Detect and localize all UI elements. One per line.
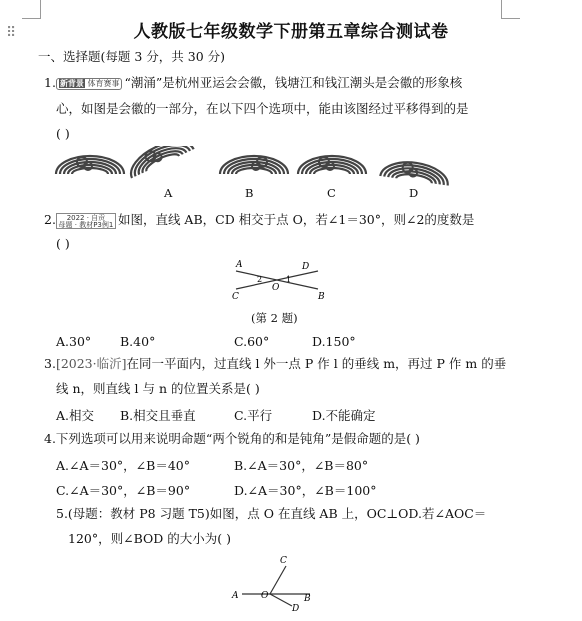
question-5-line-2: 120°，则∠BOD 的大小为( ) — [68, 531, 231, 546]
question-1-line-2: 心，如图是会徽的一部分，在以下四个选项中，能由该图经过平移得到的是 — [56, 101, 469, 116]
point-c-label: C — [280, 556, 287, 566]
ray-oc — [270, 566, 286, 594]
point-c-label: C — [232, 292, 239, 302]
q2-option-b: B.40° — [120, 334, 156, 349]
figure-option-a — [124, 146, 193, 178]
q4-option-c: C.∠A＝30°，∠B＝90° — [56, 483, 191, 498]
original-figure — [56, 156, 124, 174]
question-2-figure — [228, 256, 338, 306]
figure-option-d — [380, 158, 450, 185]
point-b-label: B — [318, 292, 325, 302]
q4-option-a: A.∠A＝30°，∠B＝40° — [56, 458, 190, 473]
question-2-line-1: 2. 2022 · 自贡 母题 · 教材P3例1 如图，直线 AB，CD 相交于点 O，若∠1＝30°，则∠2的度数是 — [44, 212, 475, 229]
ray-od — [270, 594, 292, 606]
source-label: [2023·临沂] — [55, 356, 127, 371]
q2-option-c: C.60° — [234, 334, 270, 349]
q2-option-d: D.150° — [312, 334, 356, 349]
drag-handle-icon[interactable]: ⠿ — [6, 25, 17, 41]
angle-2-label: 2 — [257, 275, 263, 284]
q3-option-d: D.不能确定 — [312, 408, 376, 423]
option-label-b: B — [245, 186, 254, 200]
question-3-line-1: 3.[2023·临沂]在同一平面内，过直线 l 外一点 P 作 l 的垂线 m，再过 P 作 m 的垂 — [44, 356, 507, 371]
q4-option-b: B.∠A＝30°，∠B＝80° — [234, 458, 369, 473]
question-3-line-2: 线 n，则直线 l 与 n 的位置关系是( ) — [56, 381, 260, 396]
point-d-label: D — [292, 604, 300, 614]
q3-option-c: C.平行 — [234, 408, 273, 423]
question-1-figures — [0, 146, 582, 196]
source-tag: 2022 · 自贡 母题 · 教材P3例1 — [56, 213, 116, 229]
question-1-line-1: 1. 新背景 体育赛事 “潮涌”是杭州亚运会会徽，钱塘江和钱江潮头是会徽的形象核 — [44, 75, 463, 90]
point-o-label: O — [261, 591, 269, 601]
page-title: 人教版七年级数学下册第五章综合测试卷 — [133, 22, 449, 42]
figure-option-c — [298, 156, 366, 174]
section-heading: 一、选择题(每题 3 分，共 30 分) — [38, 49, 226, 64]
q2-option-a: A.30° — [56, 334, 92, 349]
new-background-badge: 新背景 体育赛事 — [56, 78, 123, 90]
question-4-text: 4.下列选项可以用来说明命题“两个锐角的和是钝角”是假命题的是( ) — [44, 431, 420, 446]
q3-option-b: B.相交且垂直 — [120, 408, 196, 423]
point-o-label: O — [272, 283, 280, 293]
q3-option-a: A.相交 — [56, 408, 95, 423]
point-a-label: A — [232, 591, 239, 601]
question-2-answer-paren: ( ) — [56, 236, 70, 251]
figure-option-b — [220, 156, 288, 174]
option-label-c: C — [327, 186, 336, 200]
question-5-figure — [228, 552, 328, 614]
point-a-label: A — [236, 260, 243, 270]
figure-2-caption: (第 2 题) — [251, 311, 298, 325]
question-5-line-1: 5.(母题：教材 P8 习题 T5)如图，点 O 在直线 AB 上，OC⊥OD.若∠AOC＝ — [56, 506, 487, 521]
point-b-label: B — [304, 594, 311, 604]
option-label-a: A — [164, 186, 173, 200]
question-1-answer-paren: ( ) — [56, 126, 70, 141]
point-d-label: D — [302, 262, 310, 272]
q4-option-d: D.∠A＝30°，∠B＝100° — [234, 483, 377, 498]
option-label-d: D — [409, 186, 419, 200]
angle-1-label: 1 — [286, 275, 292, 284]
